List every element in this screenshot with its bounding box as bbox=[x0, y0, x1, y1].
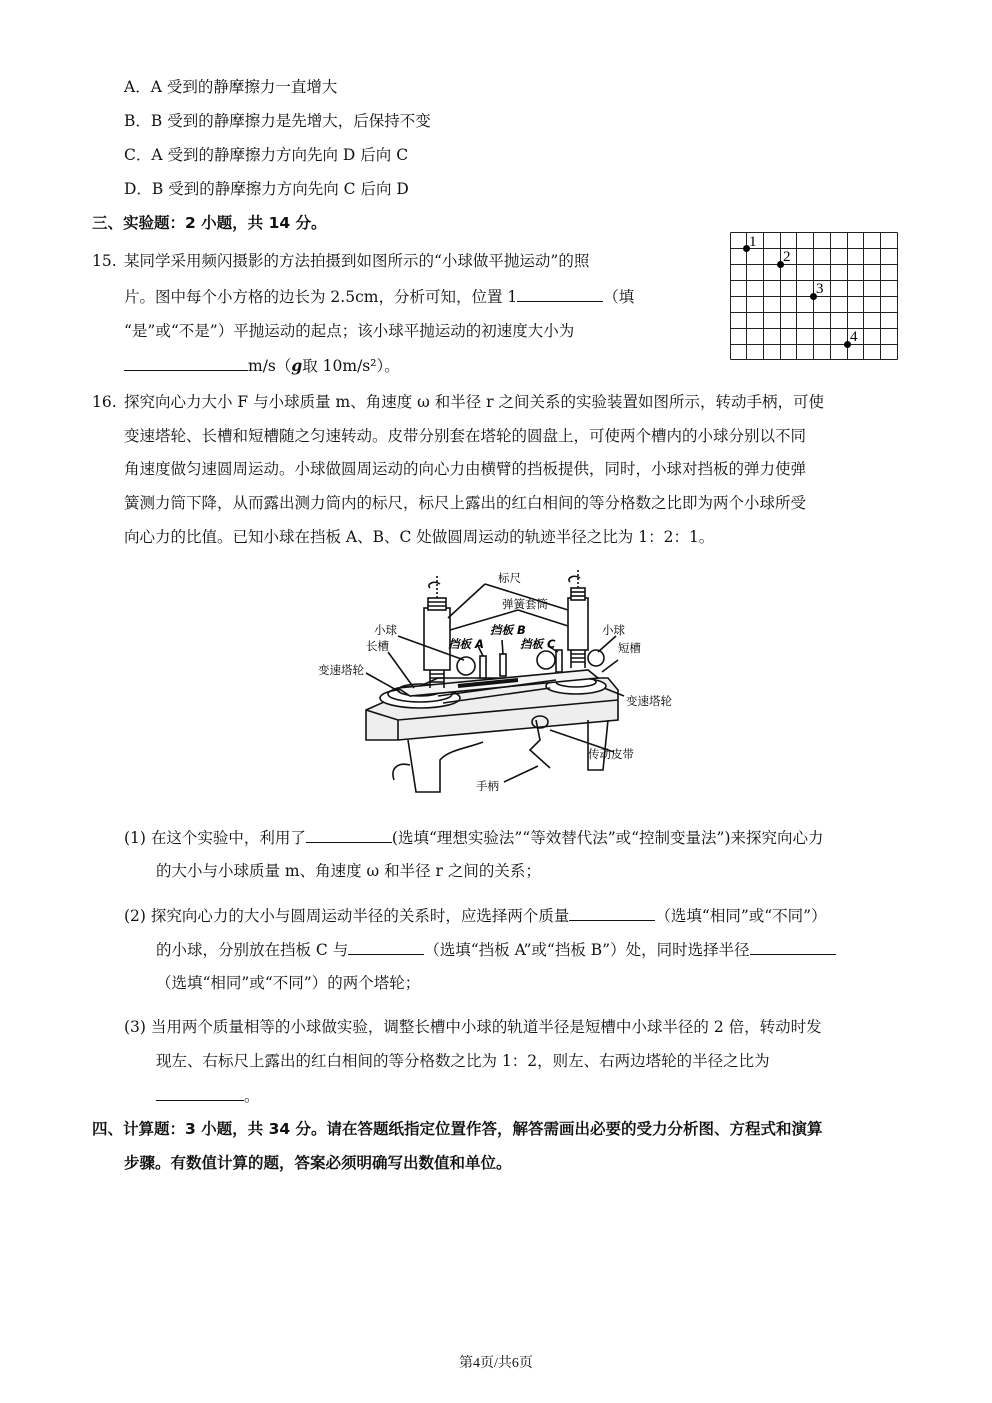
label-baffle-b: 挡板 B bbox=[490, 623, 526, 637]
answer-blank-baffle[interactable] bbox=[348, 938, 424, 955]
q15-line-2-end: （填 bbox=[603, 288, 635, 306]
q16-sub1-line-1 bbox=[124, 826, 824, 849]
label-baffle-c: 挡板 C bbox=[520, 637, 556, 651]
option-c: C．A 受到的静摩擦力方向先向 D 后向 C bbox=[124, 146, 409, 164]
grid-label-1: 1 bbox=[749, 234, 757, 250]
q16-sub2-line-3: （选填“相同”或“不同”）的两个塔轮； bbox=[156, 974, 421, 992]
q15-number: 15. bbox=[92, 252, 117, 270]
answer-blank-mass[interactable] bbox=[569, 904, 655, 921]
q16-sub3-line-1: (3) 当用两个质量相等的小球做实验，调整长槽中小球的轨道半径是短槽中小球半径的 2 倍，转动时发 bbox=[124, 1018, 822, 1036]
answer-blank-radius[interactable] bbox=[750, 938, 836, 955]
page-footer: 第4页/共6页 bbox=[459, 1356, 533, 1371]
option-b: B．B 受到的静摩擦力是先增大，后保持不变 bbox=[124, 112, 431, 130]
q15-line-3: “是”或“不是”）平抛运动的起点；该小球平抛运动的初速度大小为 bbox=[124, 322, 575, 340]
label-belt: 传动皮带 bbox=[588, 747, 634, 761]
q15-unit: m/s（ bbox=[248, 357, 292, 375]
answer-blank-method[interactable] bbox=[306, 826, 392, 843]
q16-sub2-text: 的小球，分别放在挡板 C 与 bbox=[156, 941, 349, 959]
option-d: D．B 受到的静摩擦力方向先向 C 后向 D bbox=[124, 180, 409, 198]
q16-sub2-options-1: （选填“相同”或“不同”） bbox=[655, 907, 827, 925]
q15-line-4-end: 取 10m/s²）。 bbox=[302, 357, 400, 375]
grid-label-4: 4 bbox=[850, 329, 858, 345]
q16-stem-1: 探究向心力大小 F 与小球质量 m、角速度 ω 和半径 r 之间关系的实验装置如图所示，转动手柄，可使 bbox=[124, 393, 824, 411]
q16-sub2-line-1 bbox=[124, 904, 827, 927]
label-ball-left: 小球 bbox=[374, 623, 397, 637]
label-handle: 手柄 bbox=[476, 779, 499, 793]
q16-sub3-end: 。 bbox=[244, 1087, 260, 1105]
q16-stem-3: 角速度做匀速圆周运动。小球做圆周运动的向心力由横臂的挡板提供，同时，小球对挡板的弹力使弹 bbox=[124, 460, 807, 478]
q16-sub1-options: (选填“理想实验法”“等效替代法”或“控制变量法”)来探究向心力 bbox=[391, 829, 824, 847]
label-baffle-a: 挡板 A bbox=[448, 637, 484, 651]
answer-blank-radius-ratio[interactable] bbox=[156, 1084, 244, 1101]
q16-stem-2: 变速塔轮、长槽和短槽随之匀速转动。皮带分别套在塔轮的圆盘上，可使两个槽内的小球分别以不同 bbox=[124, 427, 807, 445]
q15-line-4 bbox=[124, 354, 400, 377]
q16-sub3-line-3 bbox=[156, 1084, 260, 1107]
q16-sub2-options-2: （选填“挡板 A”或“挡板 B”）处，同时选择半径 bbox=[424, 941, 750, 959]
q16-sub3-line-2: 现左、右标尺上露出的红白相间的等分格数之比为 1：2，则左、右两边塔轮的半径之比为 bbox=[156, 1052, 770, 1070]
q16-stem-5: 向心力的比值。已知小球在挡板 A、B、C 处做圆周运动的轨迹半径之比为 1：2：1。 bbox=[124, 528, 715, 546]
section-4-heading: 四、计算题：3 小题，共 34 分。请在答题纸指定位置作答，解答需画出必要的受力分析图、方程式和演算 bbox=[92, 1120, 823, 1138]
label-spring-sleeve: 弹簧套筒 bbox=[502, 597, 548, 611]
grid-label-3: 3 bbox=[816, 281, 824, 297]
label-tower-left: 变速塔轮 bbox=[318, 663, 364, 677]
q15-line-1: 某同学采用频闪摄影的方法拍摄到如图所示的“小球做平抛运动”的照 bbox=[124, 252, 590, 270]
q16-sub2-prompt: (2) 探究向心力的大小与圆周运动半径的关系时，应选择两个质量 bbox=[124, 907, 570, 925]
option-a: A．A 受到的静摩擦力一直增大 bbox=[124, 78, 338, 96]
q16-sub2-line-2 bbox=[156, 938, 836, 961]
label-tower-right: 变速塔轮 bbox=[626, 694, 672, 708]
label-short-slot: 短槽 bbox=[618, 641, 641, 655]
answer-blank-velocity[interactable] bbox=[124, 354, 248, 371]
q15-line-2-text: 片。图中每个小方格的边长为 2.5cm，分析可知，位置 1 bbox=[124, 288, 518, 306]
label-ball-right: 小球 bbox=[602, 623, 625, 637]
q16-stem-4: 簧测力筒下降，从而露出测力筒内的标尺，标尺上露出的红白相间的等分格数之比即为两个小球所受 bbox=[124, 494, 807, 512]
section-3-heading: 三、实验题：2 小题，共 14 分。 bbox=[92, 214, 327, 232]
answer-blank-start-point[interactable] bbox=[517, 285, 603, 302]
centripetal-force-apparatus bbox=[318, 570, 698, 805]
q15-line-2 bbox=[124, 285, 634, 308]
q16-sub1-line-2: 的大小与小球质量 m、角速度 ω 和半径 r 之间的关系； bbox=[156, 862, 541, 880]
q16-number: 16. bbox=[92, 393, 117, 411]
g-symbol: g bbox=[291, 356, 303, 375]
section-4-instructions: 步骤。有数值计算的题，答案必须明确写出数值和单位。 bbox=[124, 1154, 512, 1172]
q16-sub1-prompt: (1) 在这个实验中，利用了 bbox=[124, 829, 306, 847]
label-ruler: 标尺 bbox=[498, 571, 521, 585]
grid-label-2: 2 bbox=[783, 249, 791, 265]
flash-photo-grid bbox=[730, 232, 898, 360]
label-long-slot: 长槽 bbox=[366, 639, 389, 653]
